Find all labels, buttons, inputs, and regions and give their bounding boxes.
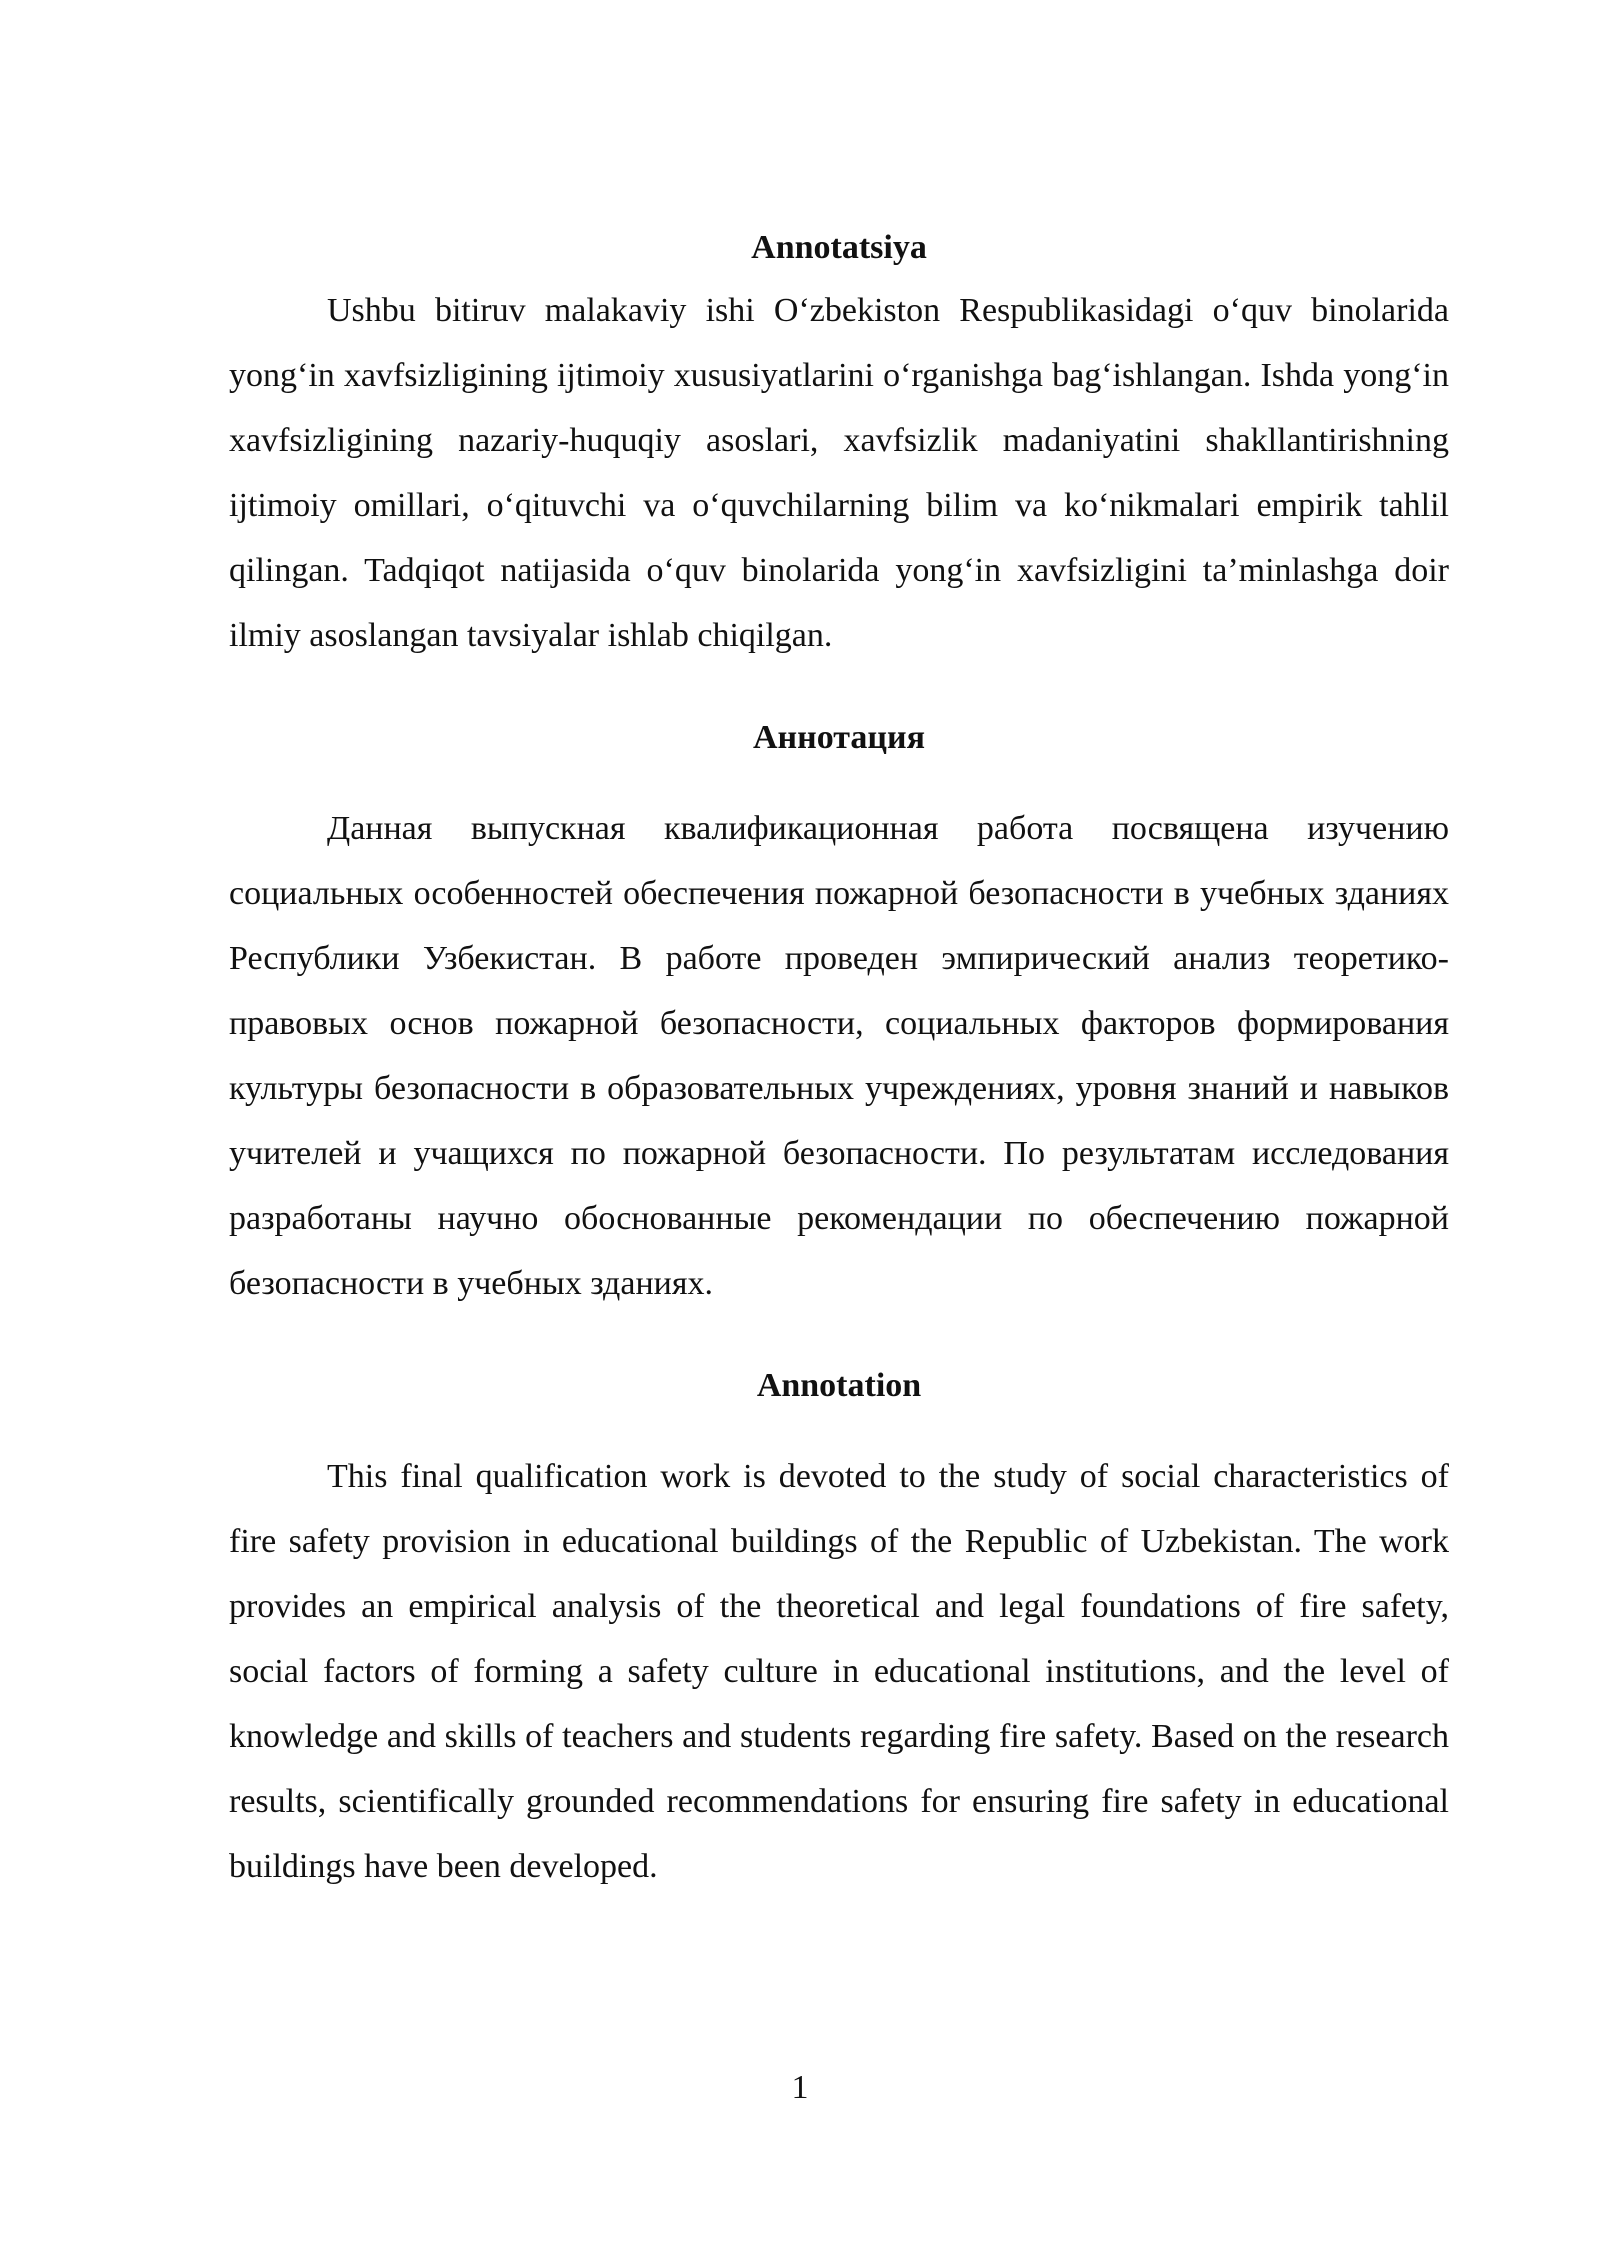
section-text-english: This final qualification work is devoted to the study of social characteristics of fire safety provision in educational buildings of the Republic of Uzbekistan. The work provides an empirical analysis of the theoretical and legal foundations of fire safety, social factors of forming a safety culture in educational institutions, and the level of knowledge and skills of teachers and students regarding fire safety. Based on the research results, scientifically grounded recommendations for ensuring fire safety in educational buildings have been developed. [229,1458,1449,1885]
section-title-english: Annotation [756,1367,922,1404]
page-content [229,205,1449,1899]
section-title-uzbek: Annotatsiya [751,229,927,266]
section-title-russian: Аннотация [753,719,925,756]
page-number: 1 [791,2069,809,2106]
section-text-uzbek: Ushbu bitiruv malakaviy ishi O‘zbekiston Respublikasidagi o‘quv binolarida yong‘in xavfsizligining ijtimoiy xususiyatlarini o‘rganishga bag‘ishlangan. Ishda yong‘in xavfsizligining nazariy-huquqiy asoslari, xavfsizlik madaniyatini shakllantirishning ijtimoiy omillari, o‘qituvchi va o‘quvchilarning bilim va ko‘nikmalari empirik tahlil qilingan. Tadqiqot natijasida o‘quv binolarida yong‘in xavfsizligini ta’minlashga doir ilmiy asoslangan tavsiyalar ishlab chiqilgan. [229,292,1449,654]
section-text-russian: Данная выпускная квалификационная работа посвящена изучению социальных особенностей обеспечения пожарной безопасности в учебных зданиях Республики Узбекистан. В работе проведен эмпирический анализ теоретико-правовых основ пожарной безопасности, социальных факторов формирования культуры безопасности в образовательных учреждениях, уровня знаний и навыков учителей и учащихся по пожарной безопасности. По результатам исследования разработаны научно обоснованные рекомендации по обеспечению пожарной безопасности в учебных зданиях. [229,810,1449,1302]
